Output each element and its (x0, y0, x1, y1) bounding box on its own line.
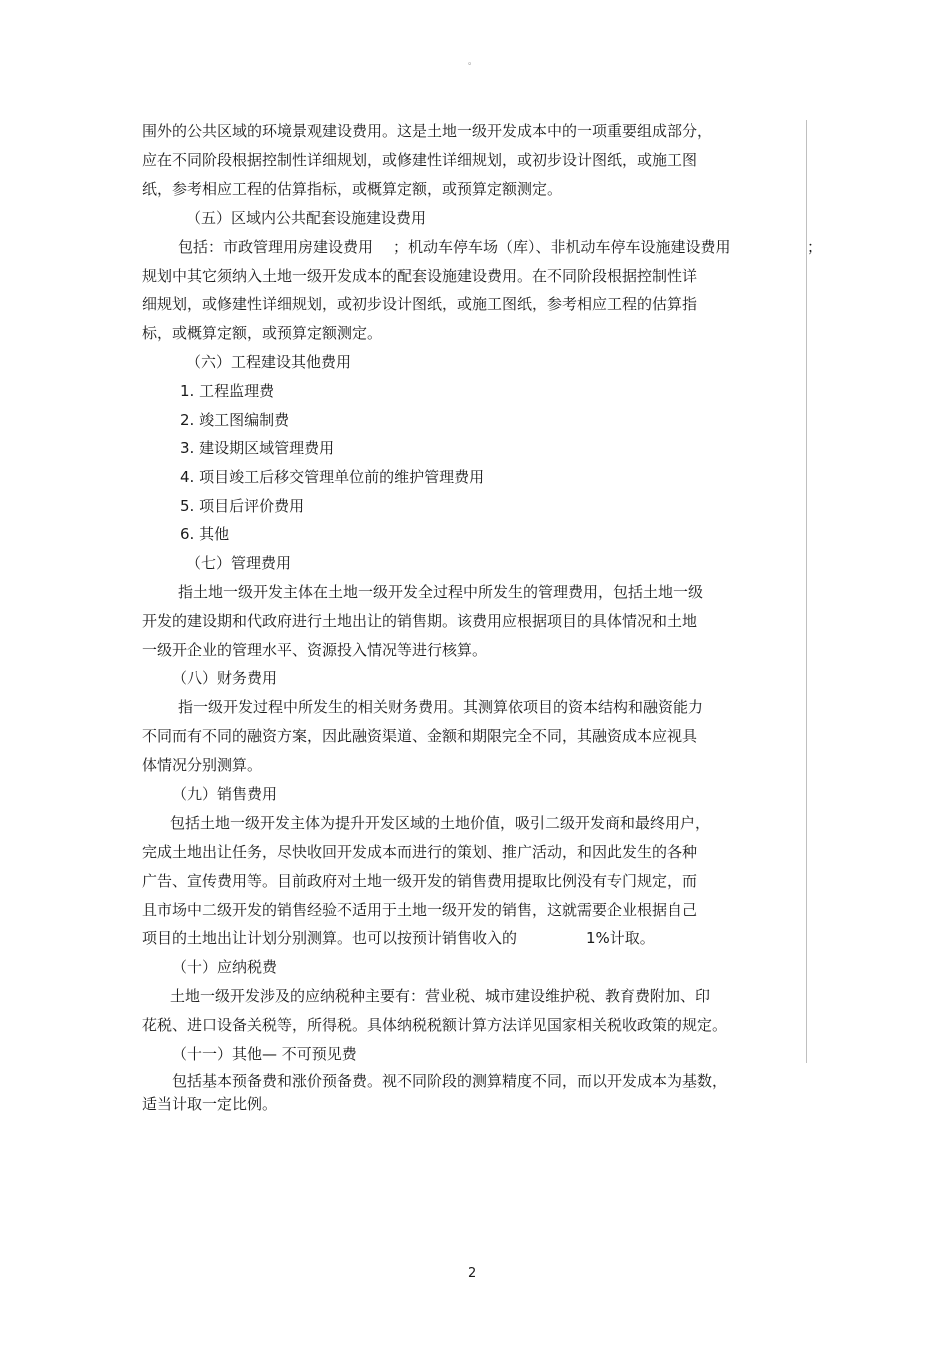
text-line: 广告、宣传费用等。目前政府对土地一级开发的销售费用提取比例没有专门规定，而 (142, 872, 698, 890)
text-line: 项目的土地出让计划分别测算。也可以按预计销售收入的 (142, 929, 518, 947)
text-line: 围外的公共区域的环境景观建设费用。这是土地一级开发成本中的一项重要组成部分， (142, 122, 713, 140)
text-line: 一级开企业的管理水平、资源投入情况等进行核算。 (142, 641, 488, 659)
text-line: ； (807, 238, 823, 256)
text-line: 开发的建设期和代政府进行土地出让的销售期。该费用应根据项目的具体情况和土地 (142, 612, 698, 630)
right-border-line (806, 120, 807, 1063)
text-line: 包括：市政管理用房建设费用 (178, 238, 374, 256)
text-line: 体情况分别测算。 (142, 756, 263, 774)
section-heading: （九）销售费用 (172, 785, 278, 803)
text-line: 包括土地一级开发主体为提升开发区域的土地价值，吸引二级开发商和最终用户， (170, 814, 711, 832)
list-item: 6. 其他 (180, 525, 230, 543)
section-heading: （五）区域内公共配套设施建设费用 (186, 209, 427, 227)
section-heading: （六）工程建设其他费用 (186, 353, 352, 371)
list-item: 1. 工程监理费 (180, 382, 275, 400)
text-line: 1%计取。 (586, 929, 655, 947)
text-line: 标，或概算定额，或预算定额测定。 (142, 324, 383, 342)
header-mark: 。 (468, 57, 478, 67)
text-line: 纸，参考相应工程的估算指标，或概算定额，或预算定额测定。 (142, 180, 563, 198)
list-item: 4. 项目竣工后移交管理单位前的维护管理费用 (180, 468, 485, 486)
text-line: 不同而有不同的融资方案，因此融资渠道、金额和期限完全不同，其融资成本应视具 (142, 727, 698, 745)
text-line: 规划中其它须纳入土地一级开发成本的配套设施建设费用。在不同阶段根据控制性详 (142, 267, 698, 285)
text-line: 指一级开发过程中所发生的相关财务费用。其测算依项目的资本结构和融资能力 (178, 698, 704, 716)
section-heading: （十一）其他— 不可预见费 (172, 1045, 357, 1063)
list-item: 2. 竣工图编制费 (180, 411, 290, 429)
text-line: 指土地一级开发主体在土地一级开发全过程中所发生的管理费用，包括土地一级 (178, 583, 704, 601)
text-line: ；机动车停车场（库）、非机动车停车设施建设费用 (393, 238, 731, 256)
list-item: 5. 项目后评价费用 (180, 497, 305, 515)
text-line: 细规划，或修建性详细规划，或初步设计图纸，或施工图纸，参考相应工程的估算指 (142, 295, 698, 313)
page-number: 2 (468, 1266, 477, 1281)
section-heading: （七）管理费用 (186, 554, 292, 572)
text-line: 适当计取一定比例。 (142, 1095, 278, 1113)
text-line: 完成土地出让任务，尽快收回开发成本而进行的策划、推广活动，和因此发生的各种 (142, 843, 698, 861)
text-line: 应在不同阶段根据控制性详细规划，或修建性详细规划，或初步设计图纸，或施工图 (142, 151, 698, 169)
text-line: 且市场中二级开发的销售经验不适用于土地一级开发的销售，这就需要企业根据自己 (142, 901, 698, 919)
list-item: 3. 建设期区域管理费用 (180, 439, 335, 457)
section-heading: （十）应纳税费 (172, 958, 278, 976)
text-line: 土地一级开发涉及的应纳税种主要有：营业税、城市建设维护税、教育费附加、印 (170, 987, 711, 1005)
text-line: 包括基本预备费和涨价预备费。视不同阶段的测算精度不同，而以开发成本为基数， (172, 1072, 728, 1090)
text-line: 花税、进口设备关税等，所得税。具体纳税税额计算方法详见国家相关税收政策的规定。 (142, 1016, 728, 1034)
section-heading: （八）财务费用 (172, 669, 278, 687)
